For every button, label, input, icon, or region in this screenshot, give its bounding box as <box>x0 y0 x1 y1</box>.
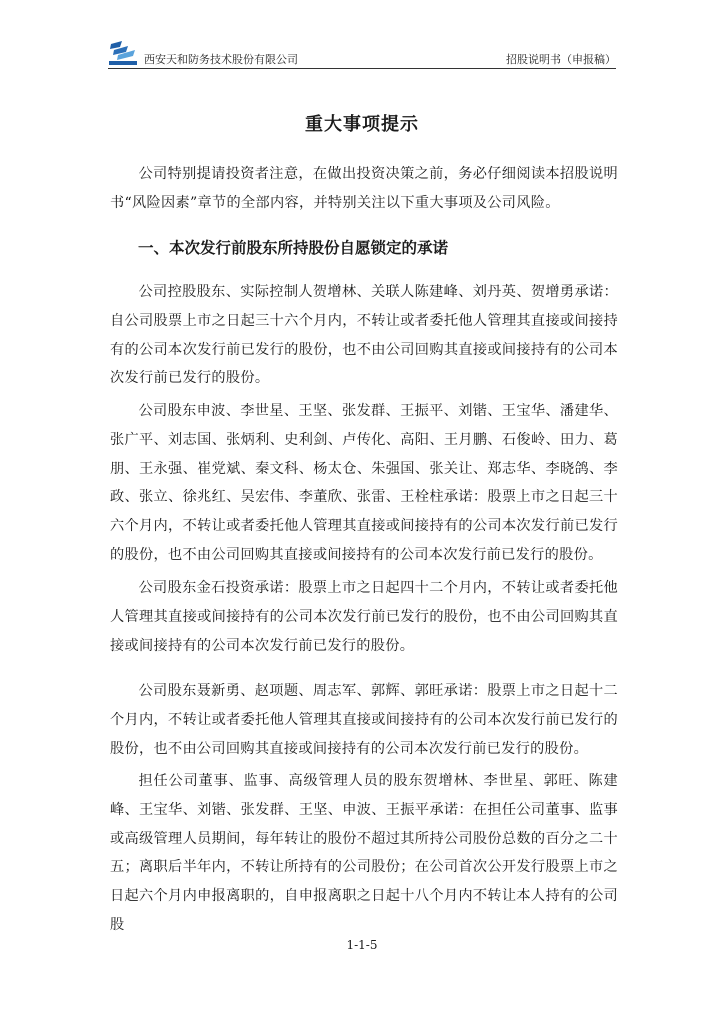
company-logo-icon <box>108 40 138 66</box>
intro-paragraph: 公司特别提请投资者注意，在做出投资决策之前，务必仔细阅读本招股说明书“风险因素”章节的全部内容，并特别关注以下重大事项及公司风险。 <box>110 166 618 211</box>
body-paragraph: 担任公司董事、监事、高级管理人员的股东贺增林、李世星、郭旺、陈建峰、王宝华、刘锴、张发群、王坚、申波、王振平承诺：在担任公司董事、监事或高级管理人员期间，每年转让的股份不超过其所持公司股份总数的百分之二十五；离职后半年内，不转让所持有的公司股份；在公司首次公开发行股票上市之日起六个月内申报离职的，自申报离职之日起十八个月内不转让本人持有的公司股 <box>110 773 618 933</box>
body-paragraph: 公司股东聂新勇、赵项题、周志军、郭辉、郭旺承诺：股票上市之日起十二个月内，不转让或者委托他人管理其直接或间接持有的公司本次发行前已发行的股份，也不由公司回购其直接或间接持有的公司本次发行前已发行的股份。 <box>110 683 618 757</box>
page-header <box>108 40 616 69</box>
page-number: 1-1-5 <box>346 938 378 952</box>
body-paragraph: 公司股东金石投资承诺：股票上市之日起四十二个月内，不转让或者委托他人管理其直接或间接持有的公司本次发行前已发行的股份，也不由公司回购其直接或间接持有的公司本次发行前已发行的股份。 <box>110 580 618 654</box>
body-paragraph: 公司控股股东、实际控制人贺增林、关联人陈建峰、刘丹英、贺增勇承诺：自公司股票上市之日起三十六个月内，不转让或者委托他人管理其直接或间接持有的公司本次发行前已发行的股份，也不由公司回购其直接或间接持有的公司本次发行前已发行的股份。 <box>110 284 618 387</box>
document-type: 招股说明书（申报稿） <box>506 53 616 66</box>
section-heading: 一、本次发行前股东所持股份自愿锁定的承诺 <box>138 239 449 257</box>
company-name: 西安天和防务技术股份有限公司 <box>144 53 298 66</box>
page-title: 重大事项提示 <box>305 114 419 135</box>
body-paragraph: 公司股东申波、李世星、王坚、张发群、王振平、刘锴、王宝华、潘建华、张广平、刘志国、张炳利、史利剑、卢传化、高阳、王月鹏、石俊岭、田力、葛朋、王永强、崔党斌、秦文科、杨太仓、朱强国、张关让、郑志华、李晓鸽、李政、张立、徐兆红、吴宏伟、李董欣、张雷、王栓柱承诺：股票上市之日起三十六个月内，不转让或者委托他人管理其直接或间接持有的公司本次发行前已发行的股份，也不由公司回购其直接或间接持有的公司本次发行前已发行的股份。 <box>110 403 618 563</box>
